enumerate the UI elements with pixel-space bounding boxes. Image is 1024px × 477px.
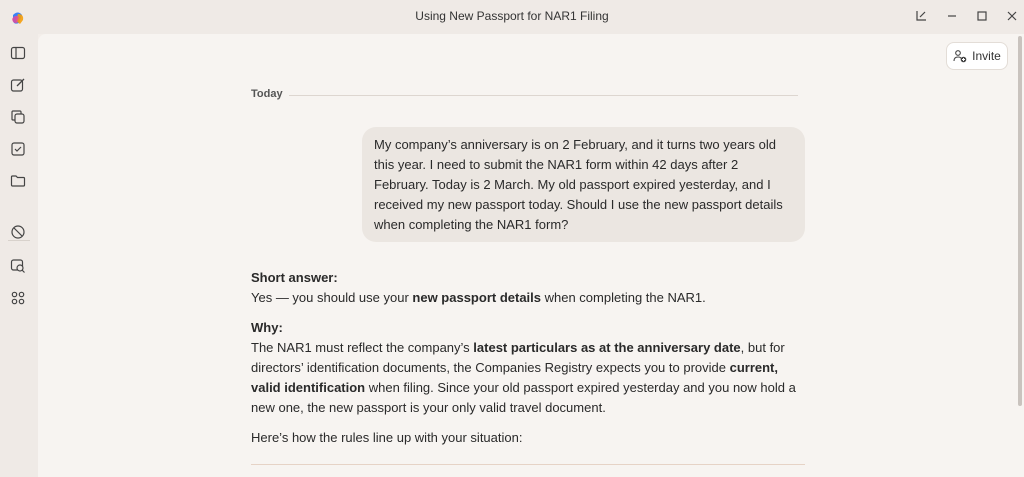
minimize-icon[interactable]	[941, 6, 963, 26]
checklist-icon[interactable]	[9, 140, 27, 158]
pin-icon[interactable]	[910, 6, 932, 26]
user-message-bubble	[362, 127, 805, 242]
folder-icon[interactable]	[9, 172, 27, 190]
invite-label: Invite	[972, 49, 1001, 63]
image-search-icon[interactable]	[9, 257, 27, 275]
sidebar	[0, 34, 38, 477]
scrollbar[interactable]	[1018, 36, 1022, 406]
block-icon[interactable]	[9, 223, 27, 241]
table-top-divider	[251, 464, 805, 465]
date-separator-label: Today	[251, 88, 283, 100]
why-heading: Why:	[251, 320, 283, 335]
user-message-text: My company’s anniversary is on 2 February, and it turns two years old this year. I need to submit the NAR1 form within 42 days after 2 February. Today is 2 March. My old passport expired yesterday, and I received my new passport today. Should I use the new passport details when completing the NAR1 form?	[374, 137, 783, 232]
close-icon[interactable]	[1001, 6, 1023, 26]
copy-pages-icon[interactable]	[9, 108, 27, 126]
short-answer-text: Yes — you should use your new passport details when completing the NAR1.	[251, 290, 706, 305]
maximize-icon[interactable]	[971, 6, 993, 26]
apps-grid-icon[interactable]	[9, 289, 27, 307]
invite-people-icon	[953, 49, 967, 63]
why-text: The NAR1 must reflect the company’s latest particulars as at the anniversary date, but for directors’ identification documents, the Companies Registry expects you to provide current, valid identification when filing. Since your old passport expired yesterday and you now hold a new one, the new passport is your only valid travel document.	[251, 340, 796, 415]
short-answer-heading: Short answer:	[251, 270, 338, 285]
title-bar	[0, 0, 1024, 34]
window-title: Using New Passport for NAR1 Filing	[415, 9, 609, 23]
invite-button[interactable]	[946, 42, 1008, 70]
rules-intro-text: Here’s how the rules line up with your situation:	[251, 430, 523, 445]
new-chat-icon[interactable]	[9, 76, 27, 94]
assistant-response	[251, 268, 811, 448]
date-separator-line	[289, 95, 798, 96]
sidebar-toggle-icon[interactable]	[9, 44, 27, 62]
